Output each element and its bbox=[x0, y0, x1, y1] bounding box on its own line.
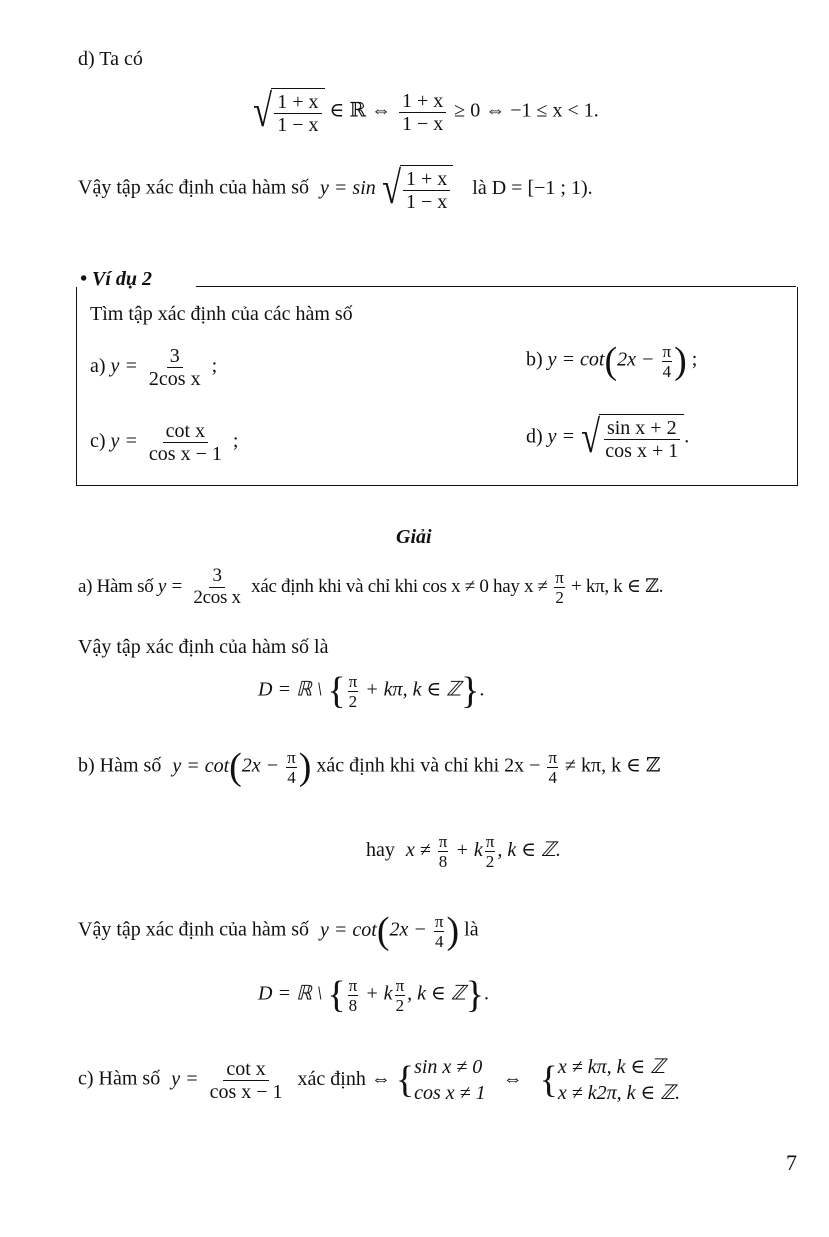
solution-b-domain: D = ℝ \ { $\frac{\pi}{8}$ + k $\frac{\pi}{2}$ , k ∈ ℤ}. bbox=[258, 974, 489, 1016]
system-2: { x ≠ kπ, k ∈ ℤ x ≠ k2π, k ∈ ℤ. bbox=[539, 1056, 681, 1104]
example-item-c: c) y = $\frac{\text{cot x}}{\text{cos x − 1}}$ ; bbox=[90, 420, 239, 465]
example-prompt: Tìm tập xác định của các hàm số bbox=[90, 303, 353, 325]
solution-a-conclusion: Vậy tập xác định của hàm số là bbox=[78, 636, 329, 658]
solution-b-hay: hay x ≠ $\frac{\pi}{8}$ + k $\frac{\pi}{2}$ , k ∈ ℤ. bbox=[366, 832, 561, 871]
part-d-label: d) Ta có bbox=[78, 48, 143, 70]
example-item-a: a) y = $\frac{3}{\text{2cos x}}$ ; bbox=[90, 345, 218, 390]
solution-b-conclusion: Vậy tập xác định của hàm số y = cot(2x − $\frac{\pi}{4}$ ) là bbox=[78, 910, 479, 952]
solution-title: Giải bbox=[396, 526, 432, 548]
system-1: { sin x ≠ 0 cos x ≠ 1 bbox=[395, 1056, 486, 1104]
page-number: 7 bbox=[786, 1150, 797, 1175]
solution-b-line: b) Hàm số y = cot(2x − $\frac{\pi}{4}$ ) xác định khi và chỉ khi 2x − $\frac{\pi}{4}$ ≠ kπ, k ∈ ℤ bbox=[78, 746, 661, 788]
example-item-b: b) y = cot(2x − $\frac{\pi}{4}$ ) ; bbox=[526, 340, 698, 382]
solution-a-domain: D = ℝ \ { $\frac{\pi}{2}$ + kπ, k ∈ ℤ}. bbox=[258, 670, 485, 712]
in-r-symbol: ∈ ℝ ⇔ bbox=[329, 99, 391, 122]
example-item-d: d) y = √ $\frac{\text{sin x + 2}}{\text{cos x + 1}}$ . bbox=[526, 411, 690, 462]
sqrt-expression: √ $\frac{1 + x}{1 - x}$ bbox=[381, 165, 454, 213]
sqrt-expression: √ $\frac{1 + x}{1 - x}$ bbox=[252, 88, 325, 136]
solution-c-line: c) Hàm số y = $\frac{\text{cot x}}{\text{cos x − 1}}$ xác định ⇔ { sin x ≠ 0 cos x ≠ 1 ⇔ { x ≠ kπ, k ∈ ℤ x ≠ k2π, k ∈ ℤ. bbox=[78, 1056, 681, 1104]
part-d-conclusion: Vậy tập xác định của hàm số y = sin √ $\frac{1 + x}{1 - x}$ là D = [−1 ; 1). bbox=[78, 162, 593, 213]
inequality-result: ≥ 0 ⇔ −1 ≤ x < 1. bbox=[454, 99, 599, 122]
solution-a-line: a) Hàm số y = $\frac{3}{\text{2cos x}}$ xác định khi và chỉ khi cos x ≠ 0 hay x ≠ $\frac{\pi}{2}$ + kπ, k ∈ ℤ. bbox=[78, 565, 664, 608]
fraction: $\frac{1 + x}{1 - x}$ bbox=[399, 90, 446, 135]
part-d-equation bbox=[252, 85, 599, 136]
example-heading: • Ví dụ 2 bbox=[80, 268, 153, 290]
